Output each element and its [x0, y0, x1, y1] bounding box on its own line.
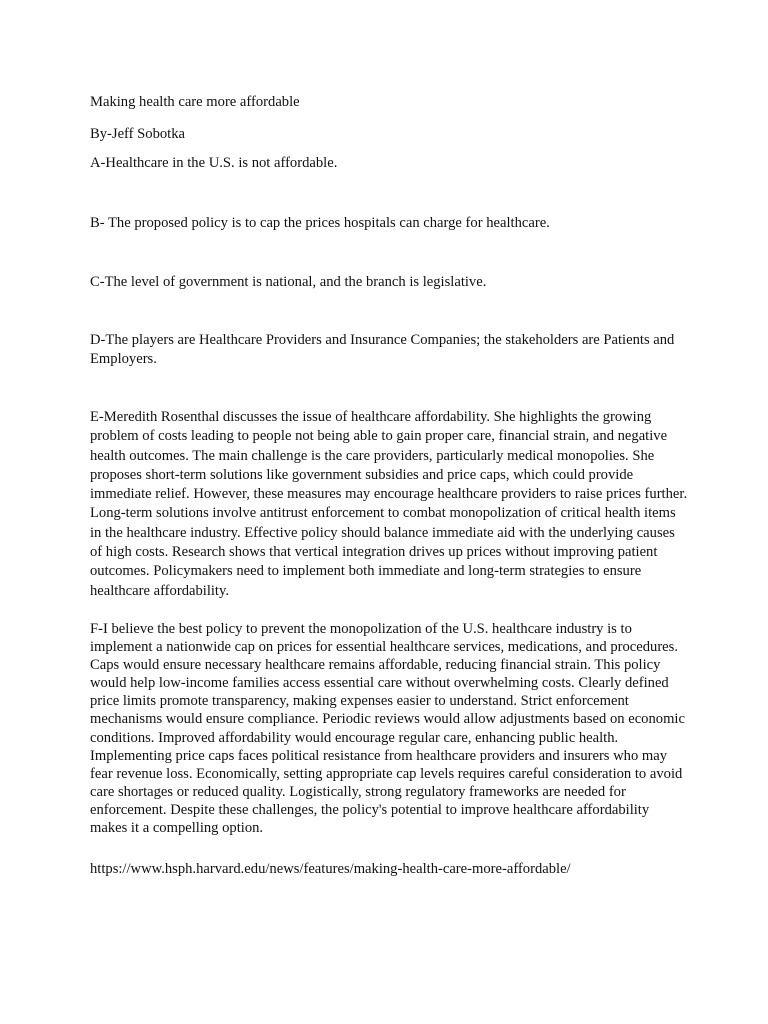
- paragraph-e: E-Meredith Rosenthal discusses the issue of healthcare affordability. She highlights the growing problem of costs leading to people not being able to gain proper care, financial strain, and negative health outcomes. The main challenge is the care providers, particularly medical monopolies. She proposes short-term solutions like government subsidies and price caps, which could provide immediate relief. However, these measures may encourage healthcare providers to raise prices further. Long-term solutions involve antitrust enforcement to combat monopolization of critical health items in the healthcare industry. Effective policy should balance immediate aid with the underlying causes of high costs. Research shows that vertical integration drives up prices without improving patient outcomes. Policymakers need to implement both immediate and long-term strategies to ensure healthcare affordability.: [90, 409, 688, 599]
- source-url: https://www.hsph.harvard.edu/news/features/making-health-care-more-affordable/: [90, 861, 571, 877]
- paragraph-b: B- The proposed policy is to cap the prices hospitals can charge for healthcare.: [90, 215, 550, 231]
- paragraph-f: F-I believe the best policy to prevent the monopolization of the U.S. healthcare industry is to implement a nationwide cap on prices for essential healthcare services, medications, and procedures. Caps would ensure necessary healthcare remains affordable, reducing financial strain. This policy would help low-income families access essential care without overwhelming costs. Clearly defined price limits promote transparency, making expenses easier to understand. Strict enforcement mechanisms would ensure compliance. Periodic reviews would allow adjustments based on economic conditions. Improved affordability would encourage regular care, enhancing public health. Implementing price caps faces political resistance from healthcare providers and insurers who may fear revenue loss. Economically, setting appropriate cap levels requires careful consideration to avoid care shortages or reduced quality. Logistically, strong regulatory frameworks are needed for enforcement. Despite these challenges, the policy's potential to improve healthcare affordability makes it a compelling option.: [90, 621, 685, 837]
- document-title: Making health care more affordable: [90, 94, 300, 110]
- paragraph-d: D-The players are Healthcare Providers and Insurance Companies; the stakeholders are Patients and Employers.: [90, 332, 675, 368]
- paragraph-c: C-The level of government is national, and the branch is legislative.: [90, 274, 487, 290]
- author-line: By-Jeff Sobotka: [90, 126, 185, 142]
- paragraph-a: A-Healthcare in the U.S. is not affordable.: [90, 155, 338, 171]
